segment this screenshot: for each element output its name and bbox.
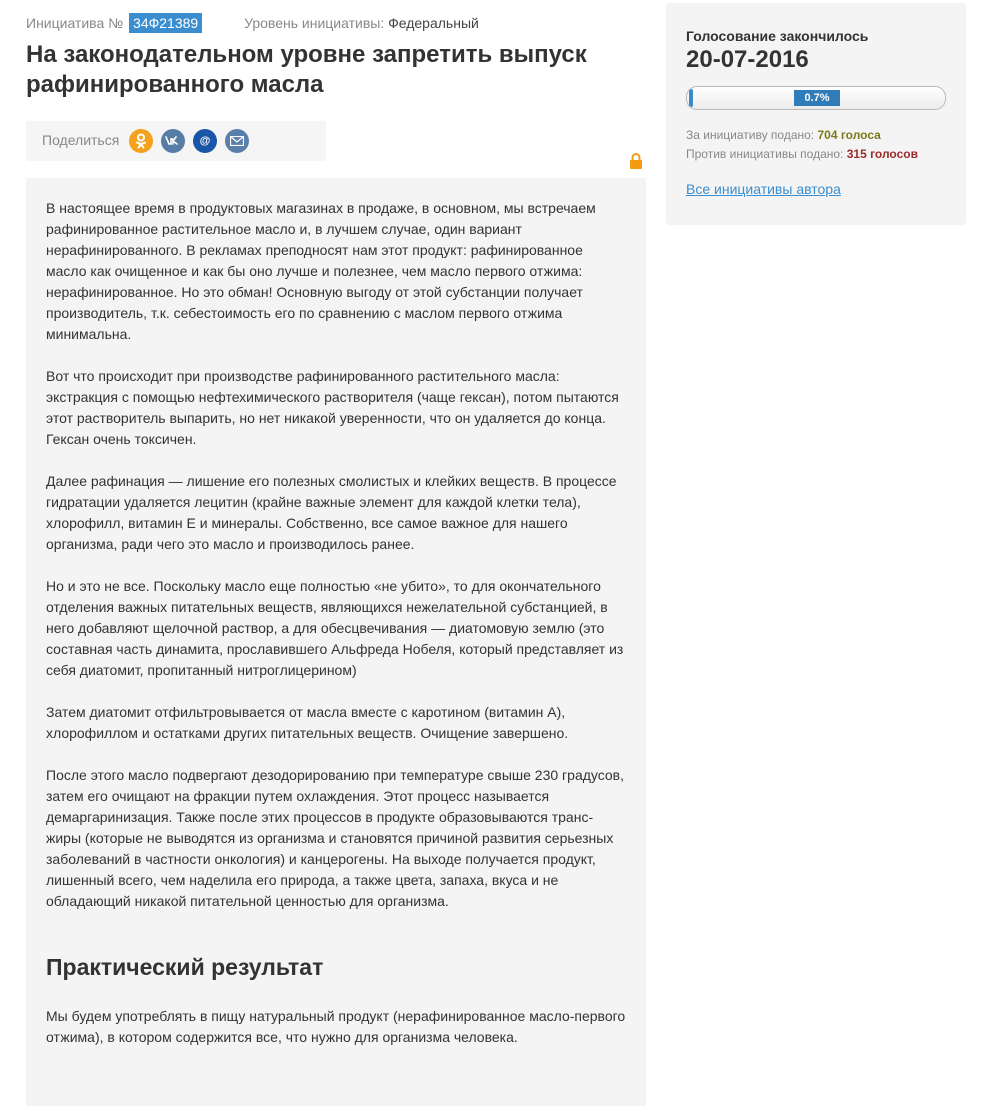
initiative-description bbox=[26, 178, 646, 1106]
lock-icon bbox=[629, 153, 643, 169]
mailru-icon[interactable]: @ bbox=[193, 129, 217, 153]
votes-for-row bbox=[686, 126, 918, 145]
page-title: На законодательном уровне запретить выпуск рафинированного масла bbox=[26, 41, 587, 98]
voting-progress-fill bbox=[689, 89, 693, 107]
article-paragraph: Затем диатомит отфильтровывается от масла вместе с каротином (витамин А), хлорофиллом и остатками других питательных веществ. Очищение завершено. bbox=[46, 704, 569, 741]
result-text: Мы будем употреблять в пищу натуральный продукт (нерафинированное масло-первого отжима), в котором содержится все, что нужно для организма человека. bbox=[46, 1008, 626, 1045]
vote-counts bbox=[686, 126, 918, 164]
article-paragraph: Вот что происходит при производстве рафинированного растительного масла: экстракция с помощью нефтехимического растворителя (чаще гексан), потом пытаются этот растворитель выпарить, но нет никакой уверенности, что он удаляется до конца. Гексан очень токсичен. bbox=[46, 368, 619, 447]
voting-progress-bar bbox=[686, 86, 946, 110]
votes-against-row bbox=[686, 145, 918, 164]
vk-icon[interactable] bbox=[161, 129, 185, 153]
voting-sidebar bbox=[666, 3, 966, 225]
voting-end-date: 20-07-2016 bbox=[686, 46, 809, 73]
votes-against-value: 315 голосов bbox=[846, 147, 918, 161]
votes-against-label: Против инициативы подано: bbox=[686, 147, 844, 161]
result-heading: Практический результат bbox=[46, 954, 324, 980]
email-icon[interactable] bbox=[225, 129, 249, 153]
votes-for-value: 704 голоса bbox=[817, 128, 881, 142]
share-label: Поделиться bbox=[42, 132, 120, 148]
initiative-level-value: Федеральный bbox=[388, 15, 479, 31]
initiative-number-label: Инициатива № bbox=[26, 15, 124, 31]
odnoklassniki-icon[interactable] bbox=[129, 129, 153, 153]
initiative-level-label: Уровень инициативы: bbox=[244, 15, 385, 31]
initiative-number-badge: 34Ф21389 bbox=[129, 13, 202, 33]
article-paragraph: Далее рафинация — лишение его полезных смолистых и клейких веществ. В процессе гидратации удаляется лецитин (крайне важные элемент для каждой клетки тела), хлорофилл, витамин Е и минералы. Собственно, все самое важное для нашего организма, ради чего это масло и производилось ранее. bbox=[46, 473, 617, 552]
voting-status-title: Голосование закончилось bbox=[686, 28, 869, 44]
share-bar bbox=[26, 121, 326, 161]
votes-for-label: За инициативу подано: bbox=[686, 128, 815, 142]
article-paragraph: В настоящее время в продуктовых магазинах в продаже, в основном, мы встречаем рафинированное растительное масло и, в лучшем случае, один вариант нерафинированного. В рекламах преподносят нам этот продукт: рафинированное масло как очищенное и как бы оно лучше и полезнее, чем масло первого отжима: нерафинированное. Но это обман! Основную выгоду от этой субстанции получает производитель, т.к. себестоимость его по сравнению с маслом первого отжима минимальна. bbox=[46, 200, 596, 342]
author-initiatives-link[interactable]: Все инициативы автора bbox=[686, 181, 841, 197]
article-paragraph: После этого масло подвергают дезодорированию при температуре свыше 230 градусов, затем его очищают на фракции путем охлаждения. Этот процесс называется демаргаринизация. Также после этих процессов в продукте образовываются транс-жиры (которые не выводятся из организма и становятся причиной развития серьезных заболеваний в частности онкология) и канцерогены. На выходе получается продукт, лишенный всего, чем наделила его природа, а также цвета, запаха, вкуса и не обладающий никакой питательной ценностью для организма. bbox=[46, 767, 625, 909]
voting-progress-label: 0.7% bbox=[794, 90, 840, 106]
article-paragraph: Но и это не все. Поскольку масло еще полностью «не убито», то для окончательного отделения важных питательных веществ, являющихся нежелательной субстанцией, в него добавляют щелочной раствор, а для обесцвечивания — диатомовую землю (это составная часть динамита, прославившего Альфреда Нобеля, который представляет из себя диатомит, пропитанный нитроглицерином) bbox=[46, 578, 624, 678]
initiative-meta bbox=[26, 12, 479, 34]
